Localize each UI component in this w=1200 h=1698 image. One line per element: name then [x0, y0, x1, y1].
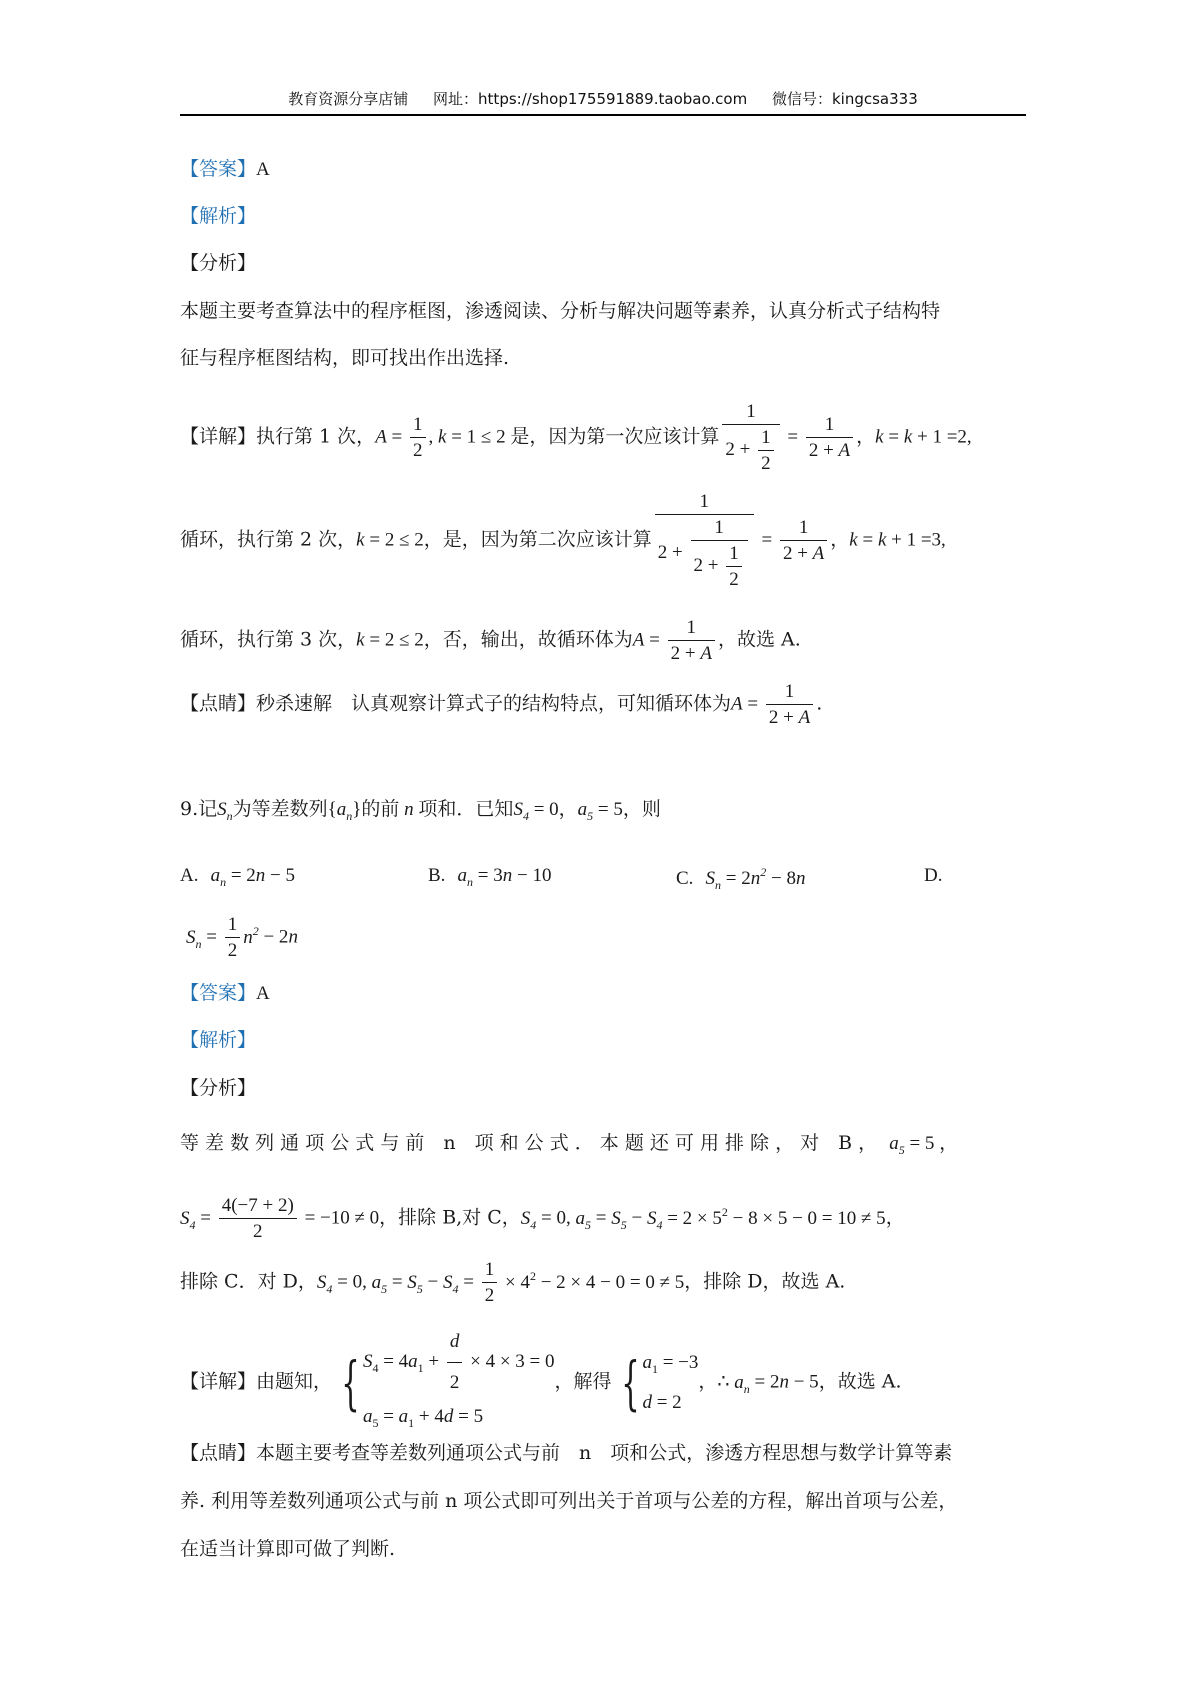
- text: .: [816, 692, 823, 715]
- q9-answer-line: [180, 984, 270, 1003]
- text: ，排除 B,对 C，: [379, 1206, 521, 1229]
- text: ，: [698, 1370, 718, 1393]
- fenxi-line: 排除 C．对 D，$S_4 = 0$, $a_5 = S_5 - S_4$ = $\frac{1}{2}$ × $4^2 - 2 \times 4 - 0 = 0 \ne 5$，排除 D，故选 A.: [180, 1259, 846, 1306]
- xiangjie-line: 循环，执行第 3 次，k = 2 ≤ 2，否，输出，故循环体为A = $\frac{1}{2 + A}$ ，故选 A.: [180, 617, 801, 664]
- text: ，否，输出，故循环体为: [423, 628, 633, 651]
- formula: A: [375, 426, 387, 448]
- option-d: $S_n$ = $\frac{1}{2}$ $n^2 - 2n$: [186, 914, 298, 961]
- text: ，: [830, 528, 850, 551]
- answer-tag: 【答案】: [180, 158, 257, 180]
- text: ，: [558, 798, 578, 820]
- fenxi-line: $S_4$ = $\frac{4(-7 + 2)}{2}$ = −10 ≠ 0，排除 B,对 C，$S_4 = 0$, $a_5 = S_5 - S_4 = 2 \times 5^2 - 8 \times 5 - 0 = 10 \ne 5$，: [180, 1195, 905, 1242]
- text: 本题主要考查等差数列通项公式与前 n 项和公式，渗透方程思想与数学计算等素: [256, 1442, 953, 1464]
- fraction: $\frac{1}{2 + A}$: [766, 682, 813, 727]
- option-b: B. $a_n = 3n - 10$: [428, 865, 552, 889]
- dianjing-text: 在适当计算即可做了判断.: [180, 1538, 396, 1560]
- answer-value: A: [256, 983, 270, 1004]
- fenxi-tag: 【分析】: [180, 1077, 257, 1099]
- xiangjie-line: 【详解】执行第 1 次，A = $\frac{1}{2}$ , k = 1 ≤ 2 是，因为第一次应该计算 1 2 + $\frac{1}{2}$ = $\frac{1}{2 + A}$ ，k = k + 1 =2,: [180, 401, 972, 474]
- text: ，故选 A.: [818, 1370, 902, 1393]
- fraction: $\frac{1}{2 + A}$: [668, 618, 715, 663]
- text: 等 差 数 列 通 项 公 式 与 前 n 项 和 公 式 ． 本 题 还 可 用 排 除 ， 对 B ，: [180, 1132, 878, 1154]
- dianjing-line: [180, 1444, 952, 1463]
- text: =3,: [920, 529, 946, 551]
- fenxi-text: 本题主要考查算法中的程序框图，渗透阅读、分析与解决问题等素养，认真分析式子结构特: [180, 300, 941, 322]
- continued-fraction: 1 2 + 1 2 + $\frac{1}{2}$: [655, 492, 754, 589]
- xiangjie-line: 【详解】由题知， { $S_4 = 4a_1$ + $\frac{d}{2}$ × 4 × 3 = 0 $a_5 = a_1 + 4d = 5$ ，解得 { $a_1 = -3$ d = 2 ，∴ $a_n = 2n - 5$，故选 A.: [180, 1325, 902, 1440]
- text: 的前: [361, 798, 400, 820]
- option-d-label: [924, 866, 942, 885]
- option-label: D.: [924, 865, 943, 886]
- fraction: $\frac{1}{2 + A}$: [806, 415, 853, 460]
- answer-value: A: [256, 159, 270, 180]
- fenxi-tag: 【分析】: [180, 252, 257, 274]
- option-a: A. $a_n = 2n - 5$: [180, 865, 296, 889]
- text: ，故选 A.: [717, 628, 801, 651]
- equation-system: $a_1 = -3$ d = 2: [642, 1351, 699, 1413]
- fenxi-text: 征与程序框图结构，即可找出作出选择.: [180, 347, 510, 369]
- text: 循环，执行第 3 次，: [180, 628, 357, 651]
- text: ，: [885, 1206, 905, 1229]
- brace-icon: {: [620, 1348, 640, 1417]
- text: 秒杀速解 认真观察计算式子的结构特点，可知循环体为: [256, 692, 732, 715]
- dianjing-tag: 【点睛】: [180, 1442, 257, 1464]
- q8-answer-line: [180, 160, 270, 179]
- xiangjie-line: 循环，执行第 2 次，k = 2 ≤ 2，是，因为第二次应该计算 1 2 + 1 2 + $\frac{1}{2}$ = $\frac{1}{2 + A}$ ，k = k + 1 =3,: [180, 491, 946, 590]
- text: ，是，因为第二次应该计算: [423, 528, 652, 551]
- header-url: 网址：https://shop175591889.taobao.com: [433, 90, 748, 108]
- brace-icon: {: [341, 1348, 360, 1417]
- text: 是，因为第一次应该计算: [510, 425, 720, 448]
- text: 为等差数列: [232, 798, 328, 820]
- text: 项和．已知: [418, 798, 514, 820]
- dianjing-tag: 【点睛】: [180, 692, 257, 715]
- text: 循环，执行第 2 次，: [180, 528, 357, 551]
- text: ，: [856, 425, 876, 448]
- page-header: [180, 88, 1026, 116]
- text: ，解得: [554, 1370, 612, 1393]
- q9-stem: 9.记$S_n$为等差数列$\{a_n\}$的前 n 项和．已知$S_4 = 0$，$a_5 = 5$，则: [180, 798, 661, 823]
- text: 排除 C．对 D，: [180, 1270, 317, 1293]
- header-wechat: 微信号：kingcsa333: [771, 90, 918, 108]
- xiangjie-tag: 【详解】: [180, 1370, 257, 1393]
- text: 由题知，: [256, 1370, 333, 1393]
- fraction: $\frac{1}{2}$: [410, 415, 426, 460]
- fraction: $\frac{1}{2 + A}$: [780, 518, 827, 563]
- jiexi-tag: 【解析】: [180, 205, 257, 227]
- equation-system: $S_4 = 4a_1$ + $\frac{d}{2}$ × 4 × 3 = 0 $a_5 = a_1 + 4d = 5$: [362, 1331, 555, 1430]
- fenxi-line: 等 差 数 列 通 项 公 式 与 前 n 项 和 公 式 ． 本 题 还 可 用 排 除 ， 对 B ， $a_5 = 5$ ，: [180, 1132, 959, 1157]
- option-c: C. $S_n = 2n^2 - 8n$: [676, 865, 806, 892]
- dianjing-text: 养. 利用等差数列通项公式与前 n 项公式即可列出关于首项与公差的方程，解出首项与公差，: [180, 1490, 958, 1512]
- text: =2,: [946, 426, 972, 448]
- continued-fraction: 1 2 + $\frac{1}{2}$: [722, 402, 779, 473]
- answer-tag: 【答案】: [180, 982, 257, 1004]
- dianjing-line: 【点睛】秒杀速解 认真观察计算式子的结构特点，可知循环体为A = $\frac{1}{2 + A}$ .: [180, 681, 823, 728]
- header-shop: 教育资源分享店铺: [288, 90, 409, 108]
- text: ，则: [622, 798, 661, 820]
- option-label: B.: [428, 865, 446, 886]
- option-label: C.: [676, 868, 694, 889]
- text: 9.记: [180, 798, 218, 820]
- text: 执行第 1 次，: [256, 425, 376, 448]
- text: ，排除 D，故选 A.: [684, 1270, 846, 1293]
- jiexi-tag: 【解析】: [180, 1029, 257, 1051]
- xiangjie-tag: 【详解】: [180, 425, 257, 448]
- option-label: A.: [180, 865, 199, 886]
